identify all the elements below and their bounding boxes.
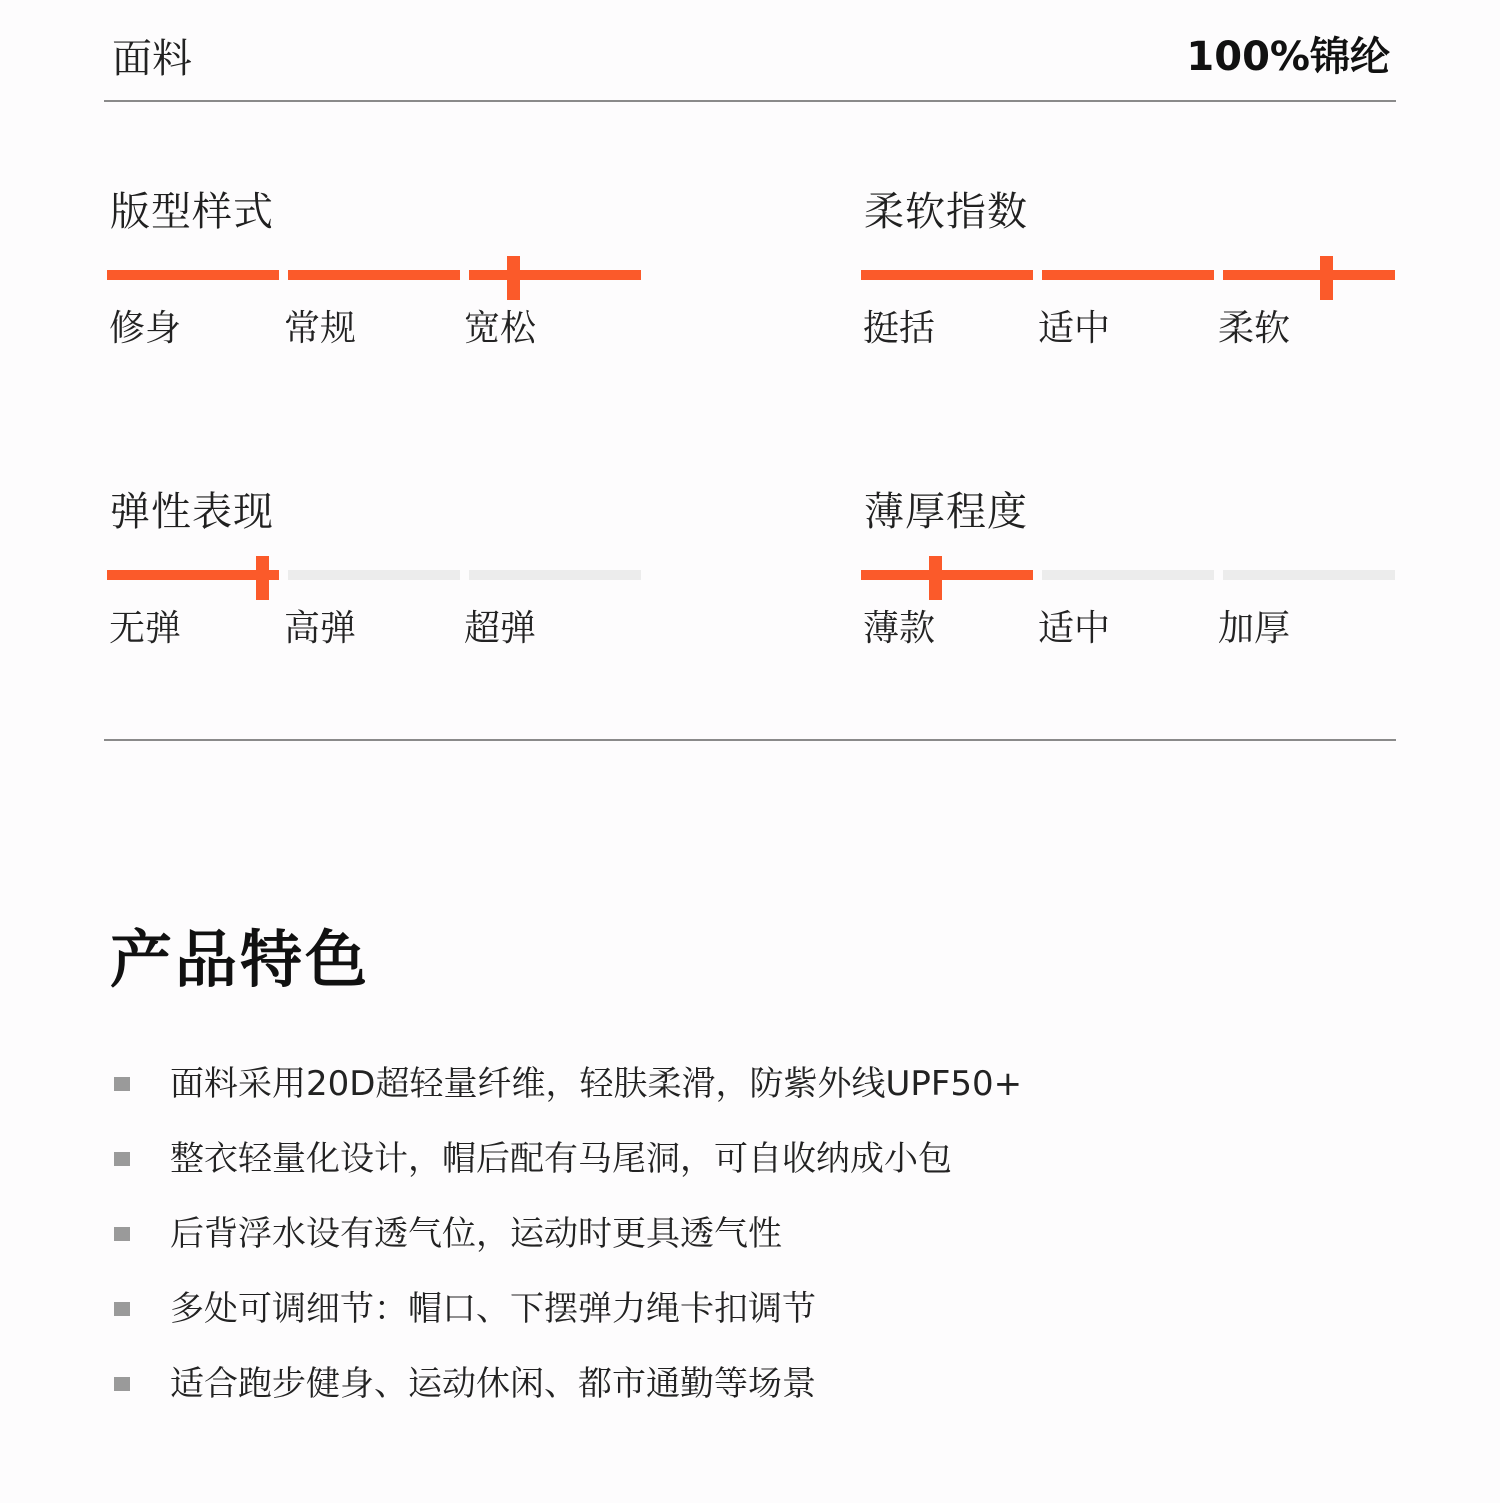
option-label: 高弹	[284, 608, 357, 649]
level-marker	[929, 556, 942, 600]
fabric-row	[104, 28, 1396, 102]
metric-softness	[861, 186, 1396, 356]
level-track	[107, 556, 642, 596]
option-label: 无弹	[109, 608, 182, 649]
bullet-square-icon	[114, 1377, 130, 1391]
feature-text: 后背浮水设有透气位，运动时更具透气性	[170, 1214, 782, 1254]
bullet-square-icon	[114, 1152, 130, 1166]
bullet-square-icon	[114, 1077, 130, 1091]
track-segment	[288, 570, 460, 580]
section-divider	[104, 739, 1396, 741]
option-label: 修身	[109, 308, 182, 349]
track-segment	[107, 270, 279, 280]
track-segment	[1223, 570, 1395, 580]
fabric-value: 100%锦纶	[1186, 34, 1390, 80]
track-segment	[1042, 270, 1214, 280]
metric-title: 薄厚程度	[864, 489, 1028, 535]
feature-text: 面料采用20D超轻量纤维，轻肤柔滑，防紫外线UPF50+	[170, 1064, 1023, 1104]
option-label: 薄款	[863, 608, 936, 649]
option-label: 加厚	[1218, 608, 1291, 649]
option-label: 柔软	[1218, 308, 1291, 349]
fabric-label: 面料	[112, 36, 192, 82]
track-segment	[469, 270, 641, 280]
level-track	[861, 556, 1396, 596]
track-segment	[1223, 270, 1395, 280]
features-title: 产品特色	[110, 923, 371, 996]
feature-text: 适合跑步健身、运动休闲、都市通勤等场景	[170, 1364, 816, 1404]
level-marker	[256, 556, 269, 600]
level-track	[107, 256, 642, 296]
track-segment	[861, 270, 1033, 280]
features-list	[114, 1058, 1314, 1433]
option-label: 常规	[284, 308, 357, 349]
feature-item	[114, 1058, 1314, 1133]
option-label: 挺括	[863, 308, 936, 349]
feature-item	[114, 1358, 1314, 1433]
option-label: 适中	[1038, 608, 1111, 649]
option-label: 宽松	[464, 308, 537, 349]
metric-elasticity	[107, 486, 642, 656]
metric-title: 柔软指数	[864, 189, 1028, 235]
metric-thickness	[861, 486, 1396, 656]
metric-title: 弹性表现	[110, 489, 274, 535]
level-track	[861, 256, 1396, 296]
bullet-square-icon	[114, 1227, 130, 1241]
bullet-square-icon	[114, 1302, 130, 1316]
metric-fit-style	[107, 186, 642, 356]
feature-item	[114, 1283, 1314, 1358]
level-marker	[1320, 256, 1333, 300]
feature-item	[114, 1208, 1314, 1283]
track-segment	[469, 570, 641, 580]
track-segment	[1042, 570, 1214, 580]
track-segment	[288, 270, 460, 280]
feature-text: 多处可调细节：帽口、下摆弹力绳卡扣调节	[170, 1289, 816, 1329]
feature-text: 整衣轻量化设计，帽后配有马尾洞，可自收纳成小包	[170, 1139, 952, 1179]
level-marker	[507, 256, 520, 300]
feature-item	[114, 1133, 1314, 1208]
option-label: 超弹	[464, 608, 537, 649]
track-segment	[861, 570, 1033, 580]
metric-title: 版型样式	[110, 189, 274, 235]
track-segment	[107, 570, 279, 580]
option-label: 适中	[1038, 308, 1111, 349]
